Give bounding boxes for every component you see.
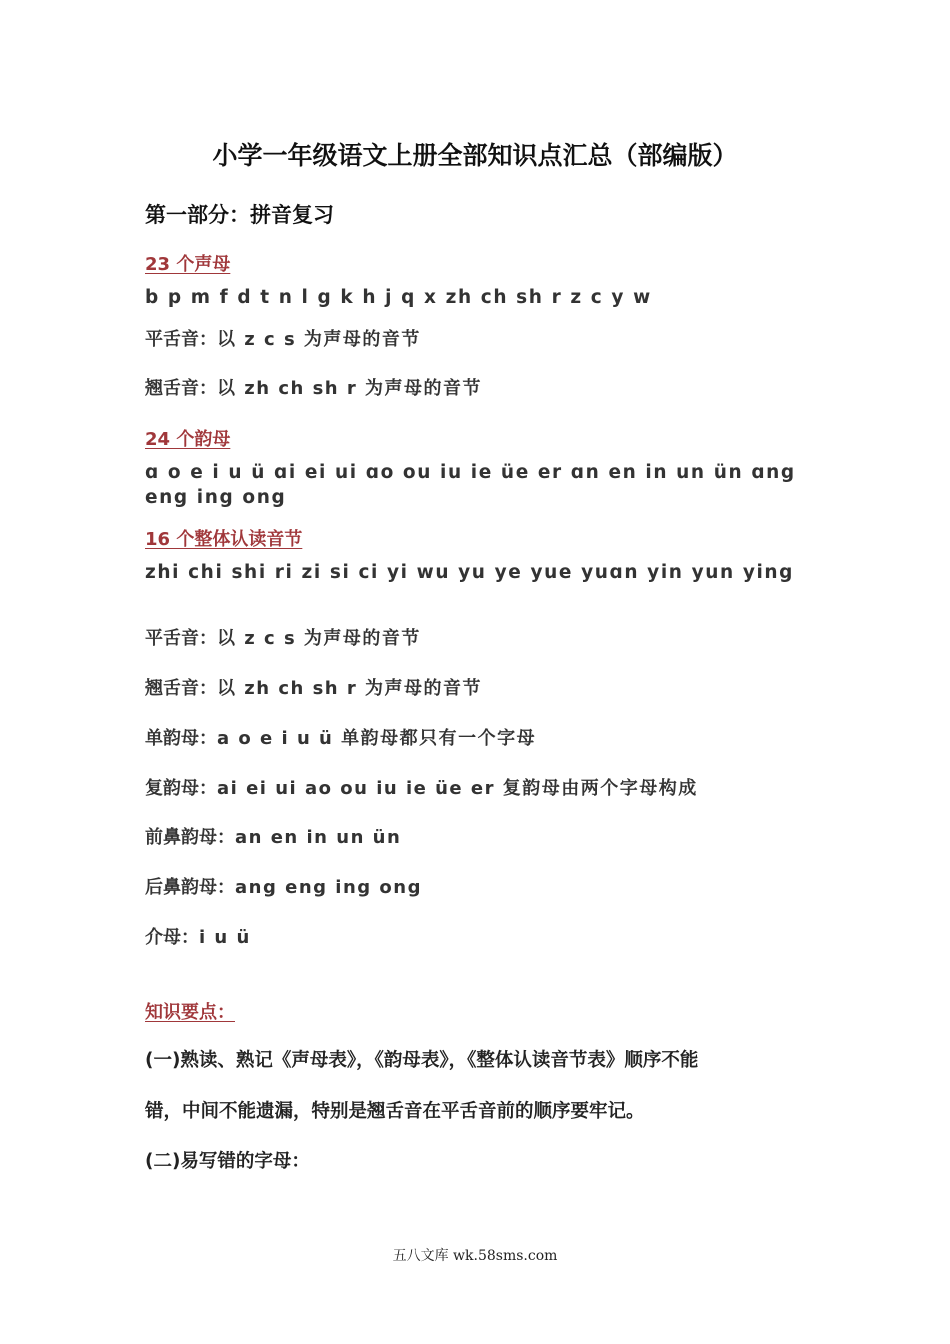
summary-line — [145, 873, 422, 899]
summary-label: 介母： — [145, 927, 199, 948]
page-footer: 五八文库 wk.58sms.com — [392, 1248, 558, 1264]
finals-line-2: eng ing ong — [145, 487, 287, 508]
subheading-finals: 24 个韵母 — [145, 429, 231, 450]
summary-value: ai ei ui ao ou iu ie üe er 复韵母由两个字母构成 — [217, 778, 698, 799]
summary-value: ang eng ing ong — [235, 877, 422, 898]
subheading-whole-syllables: 16 个整体认读音节 — [145, 529, 303, 550]
flat-tongue-value: 以 z c s 为声母的音节 — [217, 329, 421, 350]
retroflex-label: 翘舌音： — [145, 378, 217, 399]
summary-line — [145, 724, 536, 750]
key-point-1-line-2: 错，中间不能遗漏，特别是翘舌音在平舌音前的顺序要牢记。 — [145, 1101, 645, 1122]
subheading-initials: 23 个声母 — [145, 254, 231, 275]
summary-value: an en in un ün — [235, 827, 402, 848]
summary-line — [145, 624, 421, 650]
summary-label: 平舌音： — [145, 628, 217, 649]
section-heading-pinyin-review: 第一部分：拼音复习 — [145, 203, 334, 227]
key-point-2: (二)易写错的字母： — [145, 1151, 310, 1172]
summary-label: 复韵母： — [145, 778, 217, 799]
key-points-heading: 知识要点： — [145, 1002, 235, 1023]
page-title: 小学一年级语文上册全部知识点汇总（部编版） — [212, 141, 738, 170]
summary-line — [145, 823, 401, 849]
finals-line-1: ɑ o e i u ü ɑi ei ui ɑo ou iu ie üe er ɑn en in un ün ɑng — [145, 462, 796, 483]
summary-line — [145, 923, 251, 949]
summary-line — [145, 774, 698, 800]
whole-syllables-list: zhi chi shi ri zi si ci yi wu yu ye yue yuɑn yin yun ying — [145, 562, 795, 583]
summary-value: 以 zh ch sh r 为声母的音节 — [217, 678, 483, 699]
summary-label: 前鼻韵母： — [145, 827, 235, 848]
key-point-1-line-1: (一)熟读、熟记《声母表》，《韵母表》，《整体认读音节表》顺序不能 — [145, 1050, 699, 1071]
summary-label: 后鼻韵母： — [145, 877, 235, 898]
flat-tongue-label: 平舌音： — [145, 329, 217, 350]
summary-line — [145, 674, 482, 700]
summary-value: 以 z c s 为声母的音节 — [217, 628, 421, 649]
retroflex-value: 以 zh ch sh r 为声母的音节 — [217, 378, 483, 399]
summary-value: i u ü — [199, 927, 251, 948]
summary-label: 单韵母： — [145, 728, 217, 749]
initials-letters: b p m f d t n l g k h j q x zh ch sh r z c y w — [145, 287, 652, 308]
summary-value: a o e i u ü 单韵母都只有一个字母 — [217, 728, 537, 749]
summary-label: 翘舌音： — [145, 678, 217, 699]
initials-flat-tongue-line — [145, 325, 421, 351]
initials-retroflex-line — [145, 374, 482, 400]
